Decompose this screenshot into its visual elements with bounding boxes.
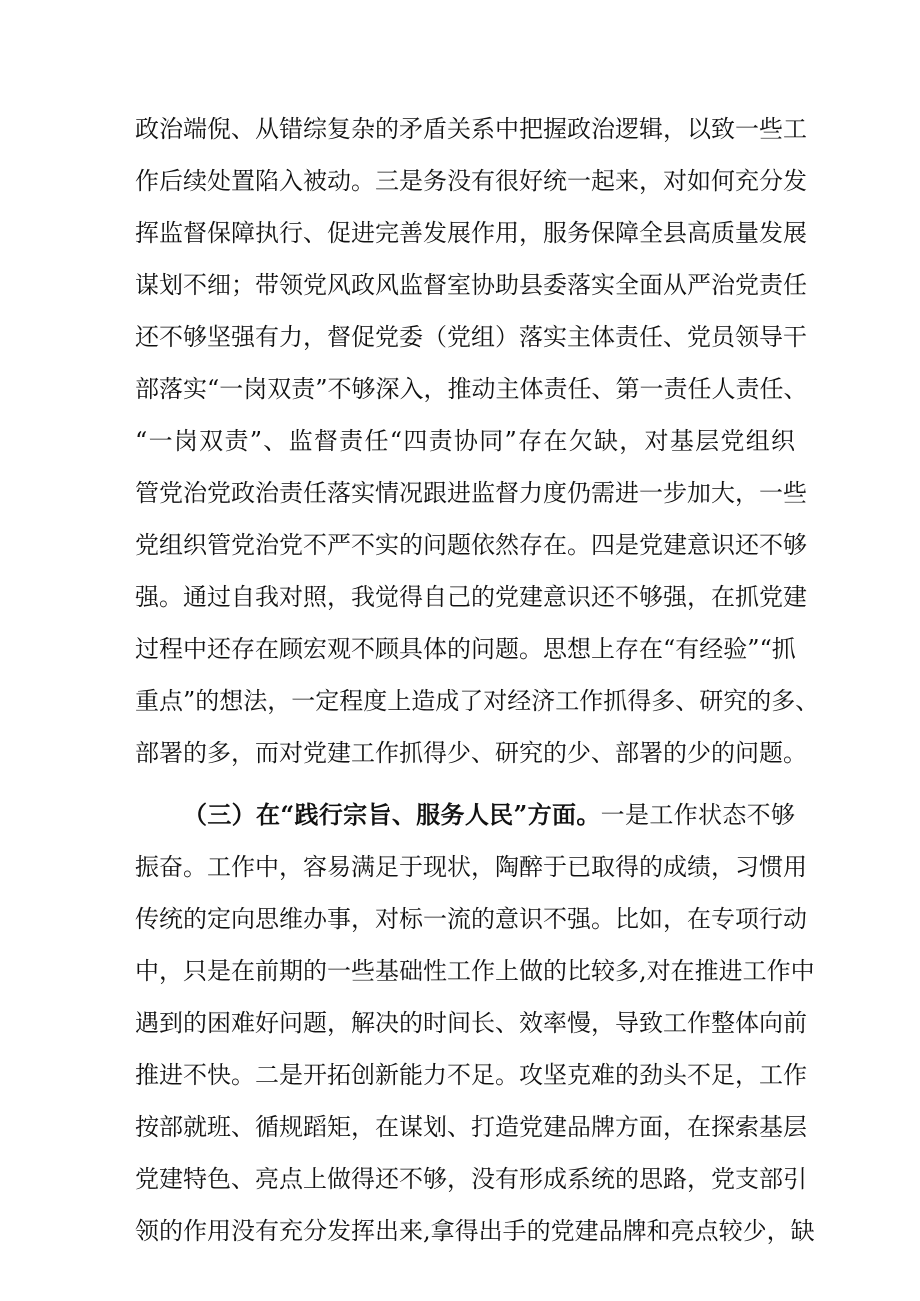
paragraph-line: 遇到的困难好问题，解决的时间长、效率慢，导致工作整体向前 (135, 1009, 807, 1037)
paragraph-gap (135, 779, 795, 789)
paragraph-line: 强。通过自我对照，我觉得自己的党建意识还不够强，在抓党建 (135, 583, 807, 611)
paragraph-line-rest: 一是工作状态不够 (600, 801, 796, 829)
paragraph-line: 推进不快。二是开拓创新能力不足。攻坚克难的劲头不足，工作 (135, 1061, 807, 1089)
paragraph-first-line (135, 789, 795, 841)
paragraph-line: 按部就班、循规蹈矩，在谋划、打造党建品牌方面，在探索基层 (135, 1113, 807, 1141)
paragraph-1 (135, 103, 820, 779)
paragraph-line: 部落实“一岗双责”不够深入，推动主体责任、第一责任人责任、 (135, 375, 808, 403)
paragraph-line: 作后续处置陷入被动。三是务没有很好统一起来，对如何充分发 (135, 167, 807, 195)
section-heading: （三）在“践行宗旨、服务人民”方面。 (183, 800, 601, 829)
paragraph-line: 政治端倪、从错综复杂的矛盾关系中把握政治逻辑，以致一些工 (135, 115, 807, 143)
paragraph-line: “一岗双责”、监督责任“四责协同”存在欠缺，对基层党组织 (135, 427, 795, 455)
paragraph-line: 挥监督保障执行、促进完善发展作用，服务保障全县高质量发展 (135, 219, 807, 247)
paragraph-line: 过程中还存在顾宏观不顾具体的问题。思想上存在“有经验”“抓 (135, 635, 796, 663)
paragraph-line: 领的作用没有充分发挥出来,拿得出手的党建品牌和亮点较少，缺 (135, 1217, 815, 1245)
paragraph-line: 振奋。工作中，容易满足于现状，陶醉于已取得的成绩，习惯用 (135, 853, 807, 881)
document-body (135, 103, 820, 1257)
paragraph-line: 重点”的想法，一定程度上造成了对经济工作抓得多、研究的多、 (135, 687, 820, 715)
paragraph-line: 谋划不细；带领党风政风监督室协助县委落实全面从严治党责任 (135, 271, 807, 299)
paragraph-line: 传统的定向思维办事，对标一流的意识不强。比如，在专项行动 (135, 905, 807, 933)
paragraph-line: 管党治党政治责任落实情况跟进监督力度仍需进一步加大，一些 (135, 479, 807, 507)
paragraph-line: 中，只是在前期的一些基础性工作上做的比较多,对在推进工作中 (135, 957, 815, 985)
paragraph-line: 还不够坚强有力，督促党委（党组）落实主体责任、党员领导干 (135, 323, 807, 351)
paragraph-line: 党组织管党治党不严不实的问题依然存在。四是党建意识还不够 (135, 531, 807, 559)
paragraph-line: 部署的多，而对党建工作抓得少、研究的少、部署的少的问题。 (135, 739, 807, 767)
paragraph-line: 党建特色、亮点上做得还不够，没有形成系统的思路，党支部引 (135, 1165, 807, 1193)
paragraph-2 (135, 789, 815, 1257)
